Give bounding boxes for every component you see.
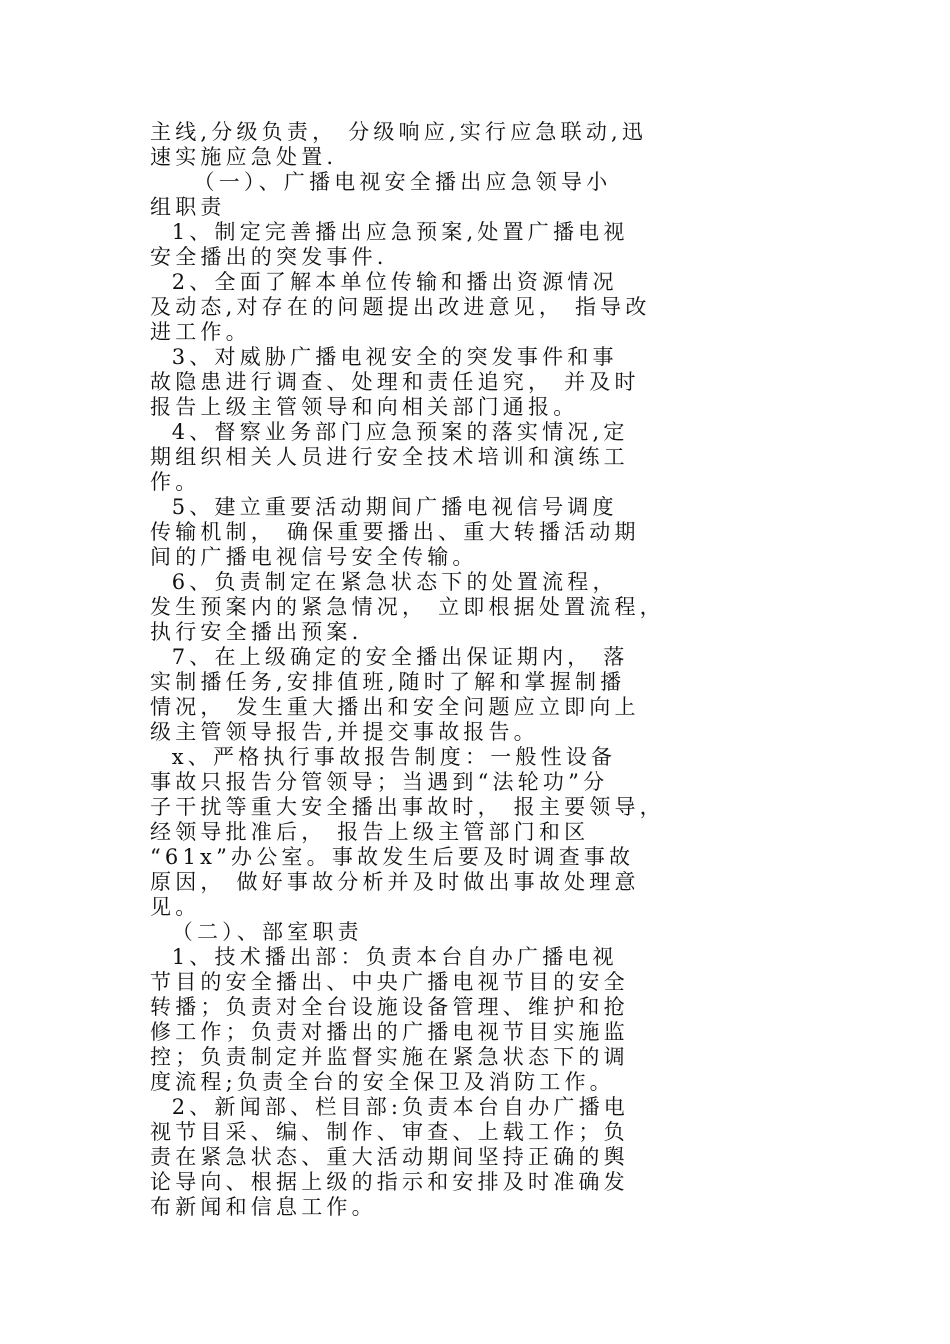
text-line: 安全播出的突发事件.: [150, 245, 388, 269]
text-line: 执行安全播出预案.: [150, 620, 363, 644]
text-line: 视节目采、编、制作、审查、上载工作；负: [150, 1120, 629, 1144]
text-line: 事故只报告分管领导；当遇到“法轮功”分: [150, 770, 609, 794]
text-line: 度流程;负责全台的安全保卫及消防工作。: [150, 1070, 615, 1094]
text-line: 进工作。: [150, 320, 251, 344]
text-line: 作。: [150, 470, 201, 494]
text-line: 控；负责制定并监督实施在紧急状态下的调: [150, 1045, 629, 1069]
text-line: 布新闻和信息工作。: [150, 1195, 377, 1219]
text-line: 4、督察业务部门应急预案的落实情况,定: [150, 420, 629, 444]
text-line: 见。: [150, 895, 201, 919]
section-heading: 组职责: [150, 195, 226, 219]
section-heading: （一）、广播电视安全播出应急领导小: [150, 170, 612, 194]
text-line: 2、全面了解本单位传输和播出资源情况: [150, 270, 618, 294]
text-line: 2、新闻部、栏目部:负责本台自办广播电: [150, 1095, 629, 1119]
text-line: 级主管领导报告,并提交事故报告。: [150, 720, 539, 744]
text-line: 责在紧急状态、重大活动期间坚持正确的舆: [150, 1145, 629, 1169]
text-line: 论导向、根据上级的指示和安排及时准确发: [150, 1170, 629, 1194]
text-line: 1、技术播出部：负责本台自办广播电视: [150, 945, 618, 969]
text-line: 故隐患进行调查、处理和责任追究， 并及时: [150, 370, 640, 394]
text-line: x、严格执行事故报告制度：一般性设备: [150, 745, 617, 769]
text-line: 实制播任务,安排值班,随时了解和掌握制播: [150, 670, 626, 694]
text-line: 节目的安全播出、中央广播电视节目的安全: [150, 970, 629, 994]
text-line: 子干扰等重大安全播出事故时， 报主要领导，: [150, 795, 665, 819]
text-line: 主线,分级负责， 分级响应,实行应急联动,迅: [150, 120, 648, 144]
text-line: 报告上级主管领导和向相关部门通报。: [150, 395, 579, 419]
text-line: 原因， 做好事故分析并及时做出事故处理意: [150, 870, 640, 894]
text-line: 期组织相关人员进行安全技术培训和演练工: [150, 445, 629, 469]
text-line: 间的广播电视信号安全传输。: [150, 545, 478, 569]
text-line: “61x”办公室。事故发生后要及时调查事故: [150, 845, 635, 869]
text-line: 7、在上级确定的安全播出保证期内， 落: [150, 645, 629, 669]
text-line: 3、对威胁广播电视安全的突发事件和事: [150, 345, 618, 369]
text-line: 5、建立重要活动期间广播电视信号调度: [150, 495, 618, 519]
text-line: 转播；负责对全台设施设备管理、维护和抢: [150, 995, 629, 1019]
text-line: 修工作；负责对播出的广播电视节目实施监: [150, 1020, 629, 1044]
text-line: 速实施应急处置.: [150, 145, 338, 169]
text-line: 1、制定完善播出应急预案,处置广播电视: [150, 220, 629, 244]
text-line: 情况， 发生重大播出和安全问题应立即向上: [150, 695, 640, 719]
section-heading: （二）、部室职责: [150, 920, 363, 944]
text-line: 传输机制， 确保重要播出、重大转播活动期: [150, 520, 640, 544]
text-line: 及动态,对存在的问题提出改进意见， 指导改: [150, 295, 651, 319]
text-line: 经领导批准后， 报告上级主管部门和区: [150, 820, 590, 844]
text-line: 发生预案内的紧急情况， 立即根据处置流程，: [150, 595, 665, 619]
text-line: 6、负责制定在紧急状态下的处置流程，: [150, 570, 618, 594]
